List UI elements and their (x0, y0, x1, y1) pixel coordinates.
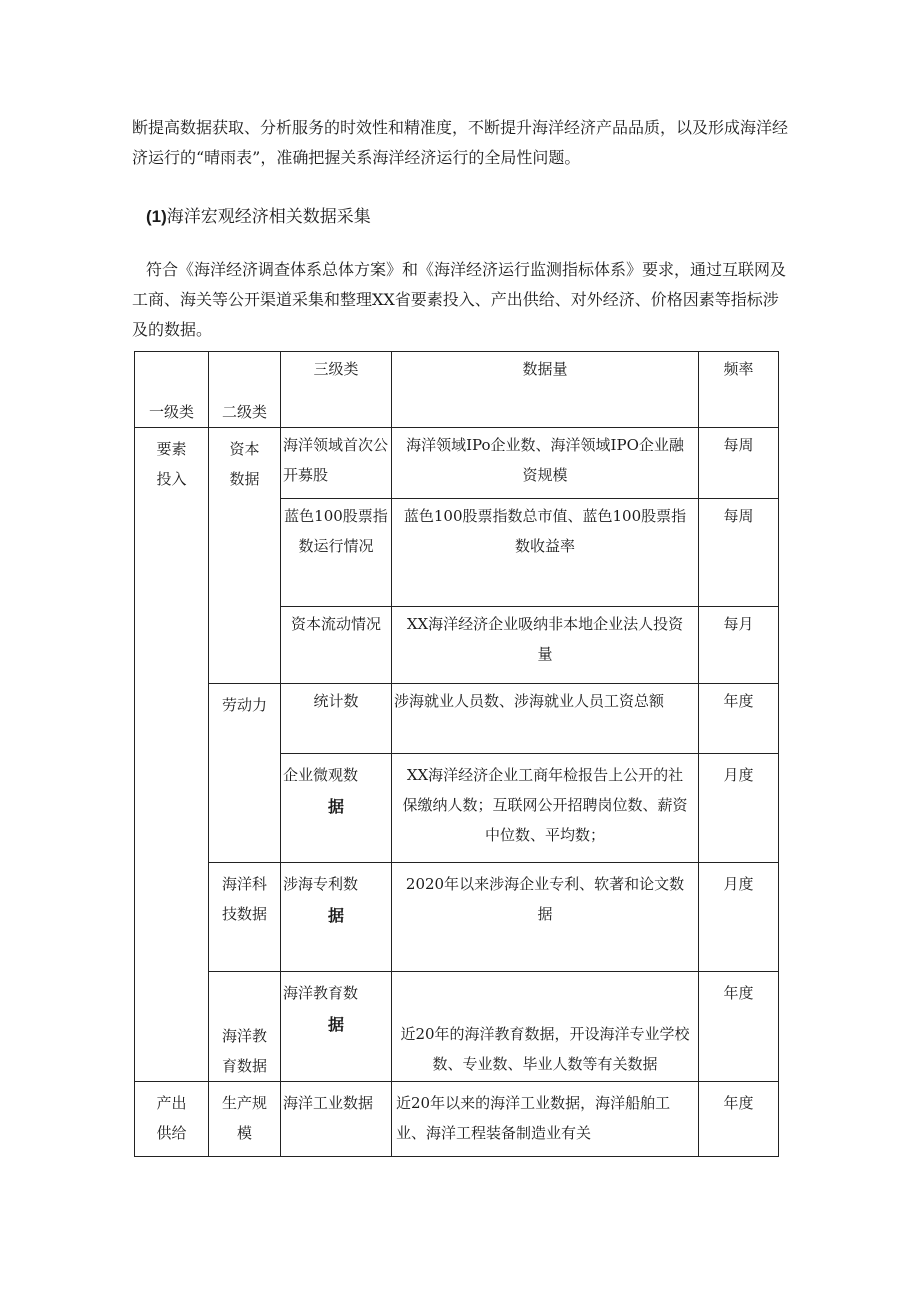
level2-cell: 生产规模 (208, 1081, 281, 1157)
level3-cell (280, 753, 392, 863)
frequency-cell: 月度 (698, 753, 779, 863)
heading-text: 海洋宏观经济相关数据采集 (166, 207, 371, 227)
level3-cell: 海洋工业数据 (280, 1081, 392, 1157)
level2-cell (208, 971, 281, 1082)
level2-cell: 资本数据 (208, 427, 281, 684)
volume-cell: 涉海就业人员数、涉海就业人员工资总额 (391, 683, 699, 754)
level3-text: 企业微观数 (283, 766, 359, 784)
level3-cell: 海洋领域首次公开募股 (280, 427, 392, 499)
frequency-cell: 月度 (698, 862, 779, 972)
volume-text: 近20年的海洋教育数据，开设海洋专业学校数、专业数、毕业人数等有关数据 (400, 1025, 690, 1073)
level3-cell: 资本流动情况 (280, 606, 392, 684)
header-level2: 二级类 (221, 403, 267, 421)
header-level1-cell (134, 351, 209, 428)
header-volume: 数据量 (391, 351, 699, 428)
level3-cell: 统计数 (280, 683, 392, 754)
volume-cell: XX海洋经济企业吸纳非本地企业法人投资量 (391, 606, 699, 684)
header-level1: 一级类 (148, 403, 194, 421)
level3-text-tail: 据 (327, 906, 344, 925)
level3-text: 海洋教育数 (283, 984, 359, 1002)
volume-cell (391, 971, 699, 1082)
heading-number: (1) (146, 207, 167, 226)
level3-text-tail: 据 (327, 797, 344, 816)
level2-cell: 劳动力 (208, 683, 281, 863)
level3-cell (280, 971, 392, 1082)
level2-text: 海洋教育数据 (221, 1027, 267, 1075)
volume-cell: 近20年以来的海洋工业数据，海洋船舶工业、海洋工程装备制造业有关 (391, 1081, 699, 1157)
level1-cell: 产出供给 (134, 1081, 209, 1157)
section-heading (146, 202, 371, 232)
section-paragraph: 符合《海洋经济调查体系总体方案》和《海洋经济运行监测指标体系》要求，通过互联网及工商、海关等公开渠道采集和整理XX省要素投入、产出供给、对外经济、价格因素等指标涉及的数据。 (132, 260, 787, 339)
volume-cell: 2020年以来涉海企业专利、软著和论文数据 (391, 862, 699, 972)
volume-cell: XX海洋经济企业工商年检报告上公开的社保缴纳人数；互联网公开招聘岗位数、薪资中位数、平均数； (391, 753, 699, 863)
level1-cell: 要素投入 (134, 427, 209, 1082)
frequency-cell: 年度 (698, 683, 779, 754)
intro-paragraph: 断提高数据获取、分析服务的时效性和精准度，不断提升海洋经济产品品质，以及形成海洋经济运行的“晴雨表”，准确把握关系海洋经济运行的全局性问题。 (132, 118, 789, 167)
level2-cell: 海洋科技数据 (208, 862, 281, 972)
frequency-cell: 每周 (698, 427, 779, 499)
volume-cell: 海洋领域IPo企业数、海洋领域IPO企业融资规模 (391, 427, 699, 499)
volume-cell: 蓝色100股票指数总市值、蓝色100股票指数收益率 (391, 498, 699, 607)
frequency-cell: 每周 (698, 498, 779, 607)
header-level3: 三级类 (280, 351, 392, 428)
frequency-cell: 年度 (698, 1081, 779, 1157)
frequency-cell: 年度 (698, 971, 779, 1082)
level3-cell: 蓝色100股票指数运行情况 (280, 498, 392, 607)
level3-text-tail: 据 (327, 1015, 344, 1034)
header-frequency: 频率 (698, 351, 779, 428)
level3-text: 涉海专利数 (283, 875, 359, 893)
header-level2-cell (208, 351, 281, 428)
frequency-cell: 每月 (698, 606, 779, 684)
level3-cell (280, 862, 392, 972)
